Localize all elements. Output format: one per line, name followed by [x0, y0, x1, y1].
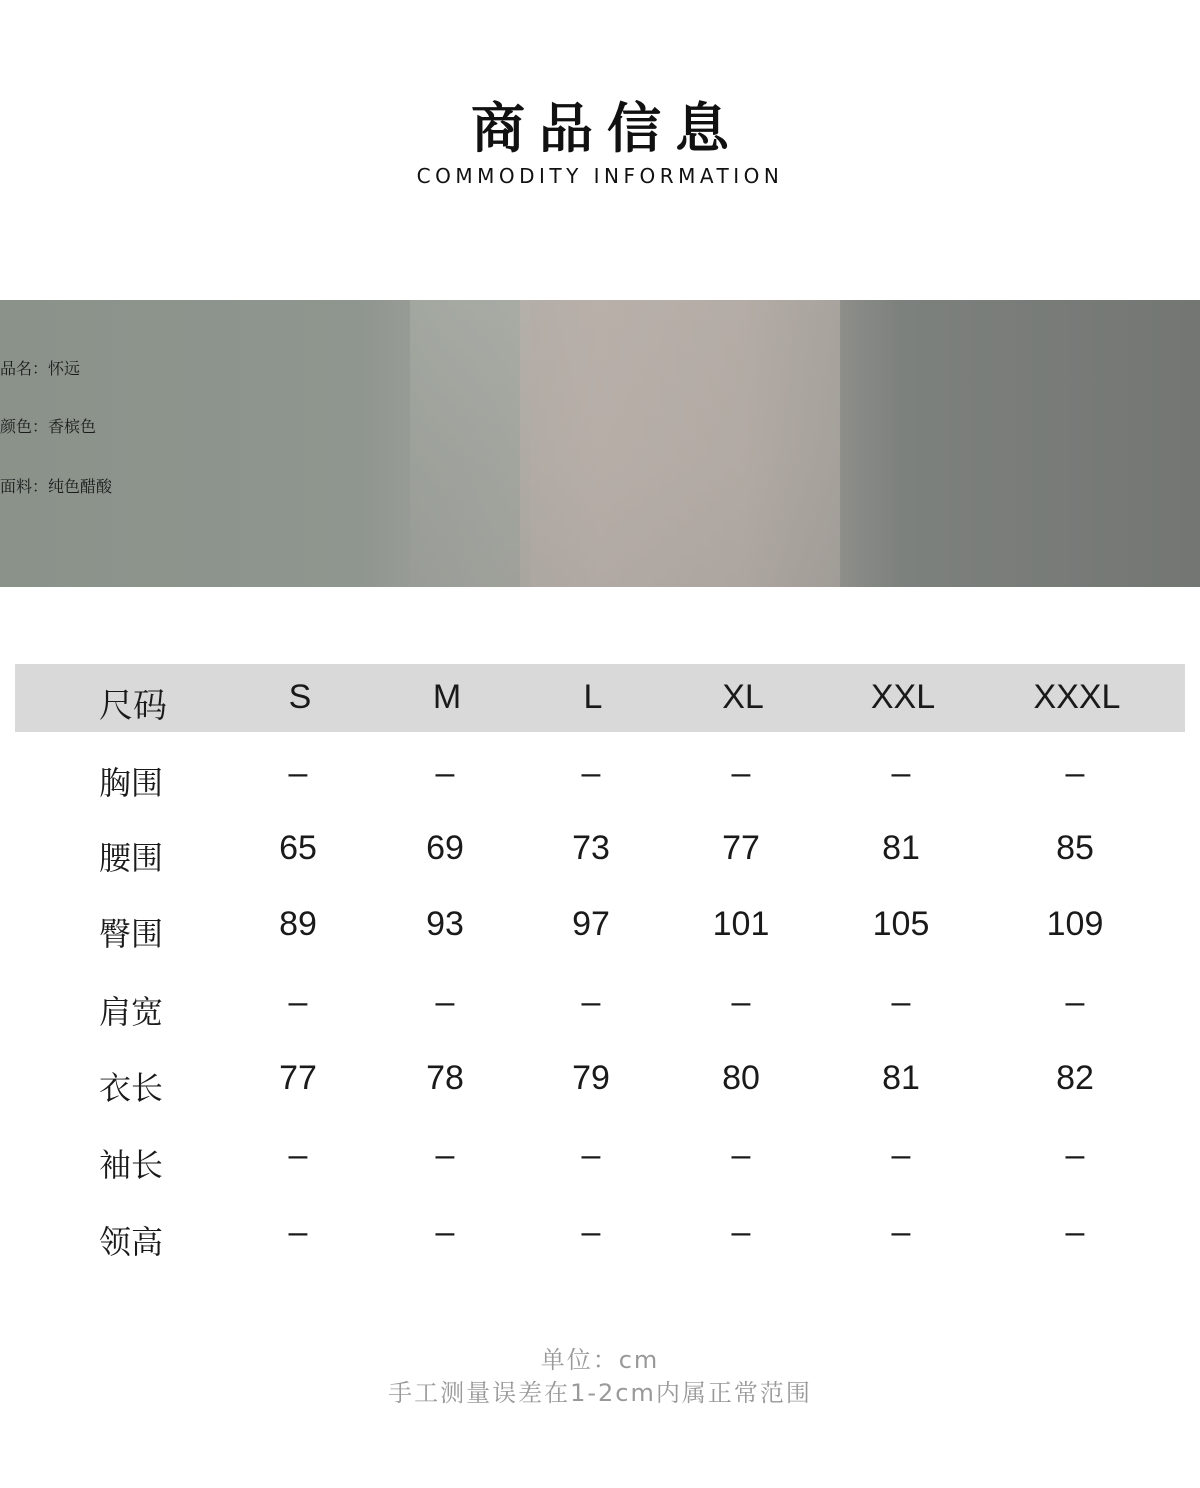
measurement-value: – — [1065, 1136, 1085, 1174]
measurement-value: – — [731, 983, 751, 1021]
measurement-label: 胸围 — [99, 764, 164, 802]
measurement-value: – — [1065, 1213, 1085, 1251]
measurement-value: 81 — [882, 829, 920, 867]
measurement-value: – — [731, 1213, 751, 1251]
page-header — [0, 0, 1200, 300]
measurement-value: – — [435, 983, 455, 1021]
measurement-value: 97 — [572, 905, 610, 943]
banner-backdrop-center — [520, 300, 840, 587]
measurement-value: – — [1065, 754, 1085, 792]
measurement-value: – — [435, 1213, 455, 1251]
size-header-cell: S — [288, 678, 312, 716]
measurement-value: 81 — [882, 1059, 920, 1097]
measurement-label: 衣长 — [99, 1069, 164, 1107]
measurement-value: 93 — [426, 905, 464, 943]
measurement-value: 73 — [572, 829, 610, 867]
measurement-value: 78 — [426, 1059, 464, 1097]
product-color: 颜色：香槟色 — [0, 417, 97, 436]
page-subtitle: COMMODITY INFORMATION — [416, 164, 784, 188]
measurement-value: – — [581, 983, 601, 1021]
measurement-value: 80 — [722, 1059, 760, 1097]
size-header-cell: XXL — [870, 678, 936, 716]
size-header-cell: XL — [722, 678, 764, 716]
measurement-value: – — [581, 754, 601, 792]
measurement-value: 69 — [426, 829, 464, 867]
measurement-value: – — [731, 1136, 751, 1174]
measurement-value: 101 — [712, 905, 770, 943]
page-title: 商品信息 — [471, 97, 743, 160]
measurement-label: 袖长 — [99, 1146, 164, 1184]
measurement-value: 109 — [1046, 905, 1104, 943]
measurement-value: – — [891, 983, 911, 1021]
banner-backdrop-left — [410, 300, 530, 587]
measurement-value: – — [581, 1136, 601, 1174]
measurement-value: – — [581, 1213, 601, 1251]
measurement-label: 领高 — [99, 1223, 164, 1261]
measurement-label: 腰围 — [99, 839, 164, 877]
measurement-value: 79 — [572, 1059, 610, 1097]
measurement-value: 82 — [1056, 1059, 1094, 1097]
product-banner — [0, 300, 1200, 587]
measurement-value: – — [288, 754, 308, 792]
measurement-value: – — [1065, 983, 1085, 1021]
measurement-value: 77 — [722, 829, 760, 867]
measurement-value: – — [731, 754, 751, 792]
measurement-value: – — [435, 1136, 455, 1174]
size-header-label: 尺码 — [99, 687, 167, 725]
measurement-value: – — [891, 1213, 911, 1251]
size-header-cell: M — [432, 678, 462, 716]
measurement-value: 85 — [1056, 829, 1094, 867]
product-name: 品名：怀远 — [0, 359, 81, 378]
measurement-value: – — [288, 983, 308, 1021]
measurement-label: 臀围 — [99, 915, 164, 953]
unit-note: 单位：cm — [540, 1346, 660, 1374]
size-header-cell: XXXL — [1033, 678, 1121, 716]
size-header-cell: L — [583, 678, 603, 716]
measurement-value: 105 — [872, 905, 930, 943]
measurement-value: 77 — [279, 1059, 317, 1097]
measurement-value: – — [288, 1136, 308, 1174]
measurement-value: 89 — [279, 905, 317, 943]
measurement-value: – — [891, 1136, 911, 1174]
measurement-value: – — [891, 754, 911, 792]
measurement-disclaimer: 手工测量误差在1-2cm内属正常范围 — [388, 1379, 812, 1407]
measurement-value: – — [435, 754, 455, 792]
measurement-label: 肩宽 — [99, 993, 164, 1031]
product-fabric: 面料：纯色醋酸 — [0, 477, 113, 496]
measurement-value: 65 — [279, 829, 317, 867]
measurement-value: – — [288, 1213, 308, 1251]
